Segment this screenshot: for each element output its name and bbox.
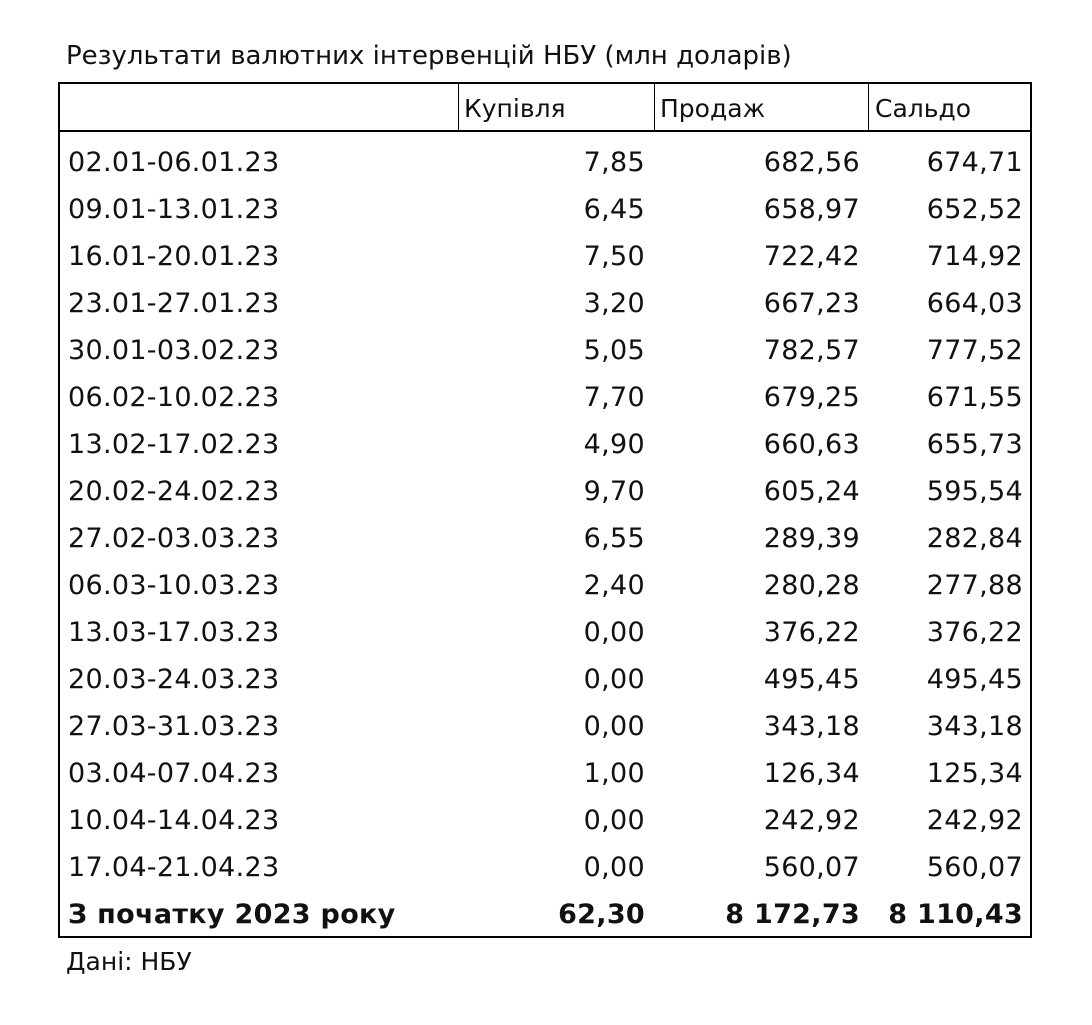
interventions-table (58, 82, 1032, 938)
buy-cell: 2,40 (583, 570, 645, 601)
buy-cell: 1,00 (583, 758, 645, 789)
period-cell: 30.01-03.02.23 (68, 335, 280, 366)
balance-cell: 671,55 (926, 382, 1023, 413)
buy-cell: 7,70 (583, 382, 645, 413)
balance-cell: 595,54 (926, 476, 1023, 507)
sell-cell: 280,28 (763, 570, 860, 601)
period-cell: 10.04-14.04.23 (68, 805, 280, 836)
balance-cell: 560,07 (926, 852, 1023, 883)
total-balance: 8 110,43 (888, 899, 1023, 930)
table-row (60, 563, 1030, 609)
header-divider (868, 84, 869, 130)
period-cell: 23.01-27.01.23 (68, 288, 280, 319)
table-row (60, 140, 1030, 186)
table-row (60, 234, 1030, 280)
buy-cell: 5,05 (583, 335, 645, 366)
balance-cell: 495,45 (926, 664, 1023, 695)
table-row (60, 375, 1030, 421)
total-label: З початку 2023 року (68, 899, 396, 930)
table-row (60, 704, 1030, 750)
sell-cell: 605,24 (763, 476, 860, 507)
sell-cell: 682,56 (763, 147, 860, 178)
sell-cell: 660,63 (763, 429, 860, 460)
table-row (60, 422, 1030, 468)
buy-cell: 6,45 (583, 194, 645, 225)
table-row (60, 751, 1030, 797)
buy-cell: 7,85 (583, 147, 645, 178)
table-row (60, 281, 1030, 327)
sell-cell: 722,42 (763, 241, 860, 272)
source-note: Дані: НБУ (66, 947, 192, 976)
table-row (60, 516, 1030, 562)
sell-cell: 782,57 (763, 335, 860, 366)
total-buy: 62,30 (558, 899, 645, 930)
table-row (60, 657, 1030, 703)
sell-cell: 343,18 (763, 711, 860, 742)
sell-cell: 658,97 (763, 194, 860, 225)
period-cell: 03.04-07.04.23 (68, 758, 280, 789)
balance-cell: 343,18 (926, 711, 1023, 742)
period-cell: 06.03-10.03.23 (68, 570, 280, 601)
table-row (60, 328, 1030, 374)
balance-cell: 664,03 (926, 288, 1023, 319)
period-cell: 02.01-06.01.23 (68, 147, 280, 178)
buy-cell: 0,00 (583, 711, 645, 742)
buy-cell: 4,90 (583, 429, 645, 460)
period-cell: 17.04-21.04.23 (68, 852, 280, 883)
balance-cell: 674,71 (926, 147, 1023, 178)
sell-cell: 667,23 (763, 288, 860, 319)
sell-cell: 126,34 (763, 758, 860, 789)
buy-cell: 0,00 (583, 664, 645, 695)
buy-cell: 0,00 (583, 617, 645, 648)
header-divider (458, 84, 459, 130)
period-cell: 27.02-03.03.23 (68, 523, 280, 554)
balance-cell: 125,34 (926, 758, 1023, 789)
buy-cell: 0,00 (583, 852, 645, 883)
period-cell: 20.03-24.03.23 (68, 664, 280, 695)
balance-cell: 277,88 (926, 570, 1023, 601)
table-row (60, 187, 1030, 233)
table-row (60, 469, 1030, 515)
total-row (60, 892, 1030, 938)
sell-cell: 679,25 (763, 382, 860, 413)
table-row (60, 610, 1030, 656)
buy-cell: 0,00 (583, 805, 645, 836)
table-row (60, 798, 1030, 844)
period-cell: 06.02-10.02.23 (68, 382, 280, 413)
buy-cell: 9,70 (583, 476, 645, 507)
buy-cell: 7,50 (583, 241, 645, 272)
header-divider-line (60, 130, 1030, 132)
period-cell: 16.01-20.01.23 (68, 241, 280, 272)
sell-cell: 376,22 (763, 617, 860, 648)
period-cell: 20.02-24.02.23 (68, 476, 280, 507)
total-sell: 8 172,73 (725, 899, 860, 930)
balance-cell: 655,73 (926, 429, 1023, 460)
balance-cell: 652,52 (926, 194, 1023, 225)
balance-cell: 376,22 (926, 617, 1023, 648)
table-row (60, 845, 1030, 891)
period-cell: 13.02-17.02.23 (68, 429, 280, 460)
header-buy: Купівля (464, 94, 566, 123)
header-balance: Сальдо (875, 94, 972, 123)
period-cell: 27.03-31.03.23 (68, 711, 280, 742)
header-period (60, 84, 458, 130)
sell-cell: 495,45 (763, 664, 860, 695)
balance-cell: 282,84 (926, 523, 1023, 554)
balance-cell: 777,52 (926, 335, 1023, 366)
header-divider (654, 84, 655, 130)
period-cell: 13.03-17.03.23 (68, 617, 280, 648)
period-cell: 09.01-13.01.23 (68, 194, 280, 225)
sell-cell: 560,07 (763, 852, 860, 883)
table-title: Результати валютних інтервенцій НБУ (млн доларів) (66, 41, 792, 71)
balance-cell: 242,92 (926, 805, 1023, 836)
sell-cell: 242,92 (763, 805, 860, 836)
header-sell: Продаж (660, 94, 766, 123)
balance-cell: 714,92 (926, 241, 1023, 272)
sell-cell: 289,39 (763, 523, 860, 554)
buy-cell: 3,20 (583, 288, 645, 319)
buy-cell: 6,55 (583, 523, 645, 554)
